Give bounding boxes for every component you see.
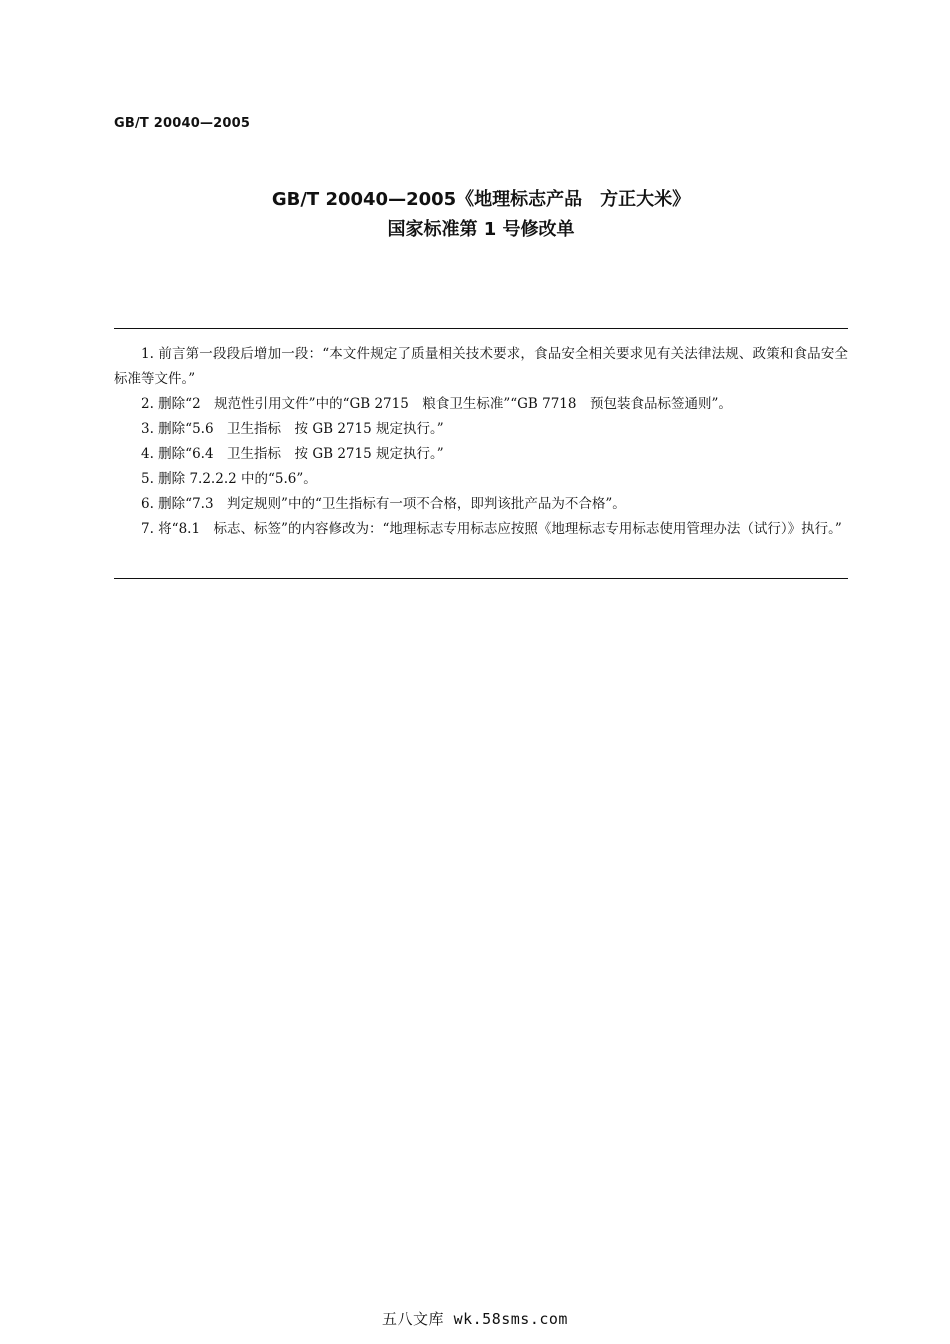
document-title <box>114 185 848 245</box>
bottom-rule-divider <box>114 578 848 579</box>
standard-code-header: GB/T 20040—2005 <box>114 116 251 131</box>
title-line-standard: GB/T 20040—2005《地理标志产品 方正大米》 <box>271 189 691 210</box>
amendment-item-6: 6. 删除“7.3 判定规则”中的“卫生指标有一项不合格，即判该批产品为不合格”。 <box>141 496 626 512</box>
amendment-item-2: 2. 删除“2 规范性引用文件”中的“GB 2715 粮食卫生标准”“GB 7718 预包装食品标签通则”。 <box>141 396 732 412</box>
amendment-list <box>114 342 848 542</box>
top-rule-divider <box>114 328 848 329</box>
title-line-amendment: 国家标准第 1 号修改单 <box>387 219 575 240</box>
footer-watermark: 五八文库 wk.58sms.com <box>382 1310 568 1328</box>
amendment-item-7: 7. 将“8.1 标志、标签”的内容修改为：“地理标志专用标志应按照《地理标志专用标志使用管理办法（试行）》执行。” <box>141 521 842 537</box>
amendment-item-1: 1. 前言第一段段后增加一段：“本文件规定了质量相关技术要求，食品安全相关要求见有关法律法规、政策和食品安全标准等文件。” <box>114 346 848 387</box>
amendment-item-4: 4. 删除“6.4 卫生指标 按 GB 2715 规定执行。” <box>141 446 444 462</box>
amendment-item-3: 3. 删除“5.6 卫生指标 按 GB 2715 规定执行。” <box>141 421 444 437</box>
amendment-item-5: 5. 删除 7.2.2.2 中的“5.6”。 <box>141 471 317 487</box>
